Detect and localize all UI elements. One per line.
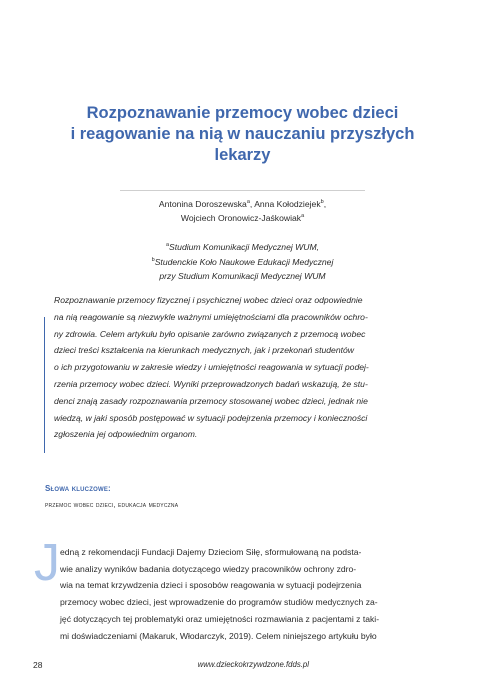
author-affil-mark: b <box>320 199 324 206</box>
abstract-line: denci znają zasady rozpoznawania przemocy stosowanej wobec dzieci, jednak nie <box>54 395 368 406</box>
author-affil-mark: a <box>246 199 250 206</box>
affil-mark: b <box>151 256 155 263</box>
body-line: wia na temat krzywdzenia dzieci i sposobów reagowania w sytuacji podejrzenia <box>60 580 362 591</box>
affil-mark: a <box>165 242 170 249</box>
author-affil-mark: a <box>301 213 305 220</box>
title-line-3: lekarzy <box>214 146 271 164</box>
affiliations <box>40 240 445 284</box>
abstract-line: zgłoszenia jej odpowiednim organom. <box>54 429 198 440</box>
abstract-line: ny zdrowia. Celem artykułu było opisanie zarówno związanych z przemocą wobec <box>54 328 366 339</box>
abstract-line: wiedzą, w jaki sposób postępować w sytuacji podejrzenia przemocy i konieczności <box>54 412 368 423</box>
abstract <box>54 292 442 443</box>
affiliation-b-cont: przy Studium Komunikacji Medycznej WUM <box>159 271 326 281</box>
body-line: przemocy wobec dzieci, jest wprowadzenie do programów studiów medycznych za- <box>60 597 378 608</box>
body-line: edną z rekomendacji Fundacji Dajemy Dzieciom Siłę, sformułowaną na podsta- <box>60 547 362 557</box>
keywords-heading: Słowa kluczowe: <box>45 484 111 493</box>
affil-text: Studium Komunikacji Medycznej WUM, <box>169 242 320 252</box>
authors-line-2 <box>40 211 445 225</box>
affiliation-a <box>40 240 445 255</box>
abstract-line: rzenia przemocy wobec dzieci. Wyniki przeprowadzonych badań wskazują, że stu- <box>54 378 368 389</box>
abstract-line: o ich przygotowaniu w zakresie wiedzy i umiejętności reagowania w sytuacji podej- <box>54 362 369 373</box>
authors <box>40 197 445 225</box>
author-name: Anna Kołodziejek <box>254 199 321 209</box>
author-name: Wojciech Oronowicz-Jaśkowiak <box>180 213 302 223</box>
drop-cap: J <box>34 534 60 592</box>
abstract-line: Rozpoznawanie przemocy fizycznej i psychicznej wobec dzieci oraz odpowiednie <box>54 295 363 305</box>
body-line: wie analizy wyników badania dotyczącego wiedzy pracowników ochrony zdro- <box>60 563 357 574</box>
abstract-line: dzieci treści kształcenia na kierunkach medycznych, jak i przekonań studentów <box>54 345 354 356</box>
body-line: jęć dotyczących tej problematyki oraz umiejętności rozmawiania z pacjentami z taki- <box>60 613 380 624</box>
page-number: 28 <box>33 660 43 670</box>
article-title <box>40 103 445 166</box>
body-line: mi doświadczeniami (Makaruk, Włodarczyk, 2019). Celem niniejszego artykułu było <box>60 630 377 641</box>
abstract-accent-bar <box>44 317 45 453</box>
affil-text: Studenckie Koło Naukowe Edukacji Medycznej <box>154 256 334 267</box>
footer-url[interactable]: www.dzieckokrzywdzone.fdds.pl <box>197 660 309 669</box>
authors-line-1: Antonina Doroszewska$^a$, Anna Kołodziejek$^b$, <box>158 199 327 209</box>
affiliation-b <box>40 255 445 270</box>
title-line-1: Rozpoznawanie przemocy wobec dzieci <box>86 104 399 122</box>
keywords-list: przemoc wobec dzieci, edukacja medyczna <box>45 500 179 509</box>
title-line-2: i reagowanie na nią w nauczaniu przyszłych <box>70 125 415 143</box>
author-name: Antonina Doroszewska <box>158 199 247 209</box>
abstract-line: na nią reagowanie są niezwykle ważnymi umiejętnościami dla pracowników ochro- <box>54 311 368 322</box>
title-divider <box>120 190 365 191</box>
body-text <box>60 544 443 644</box>
